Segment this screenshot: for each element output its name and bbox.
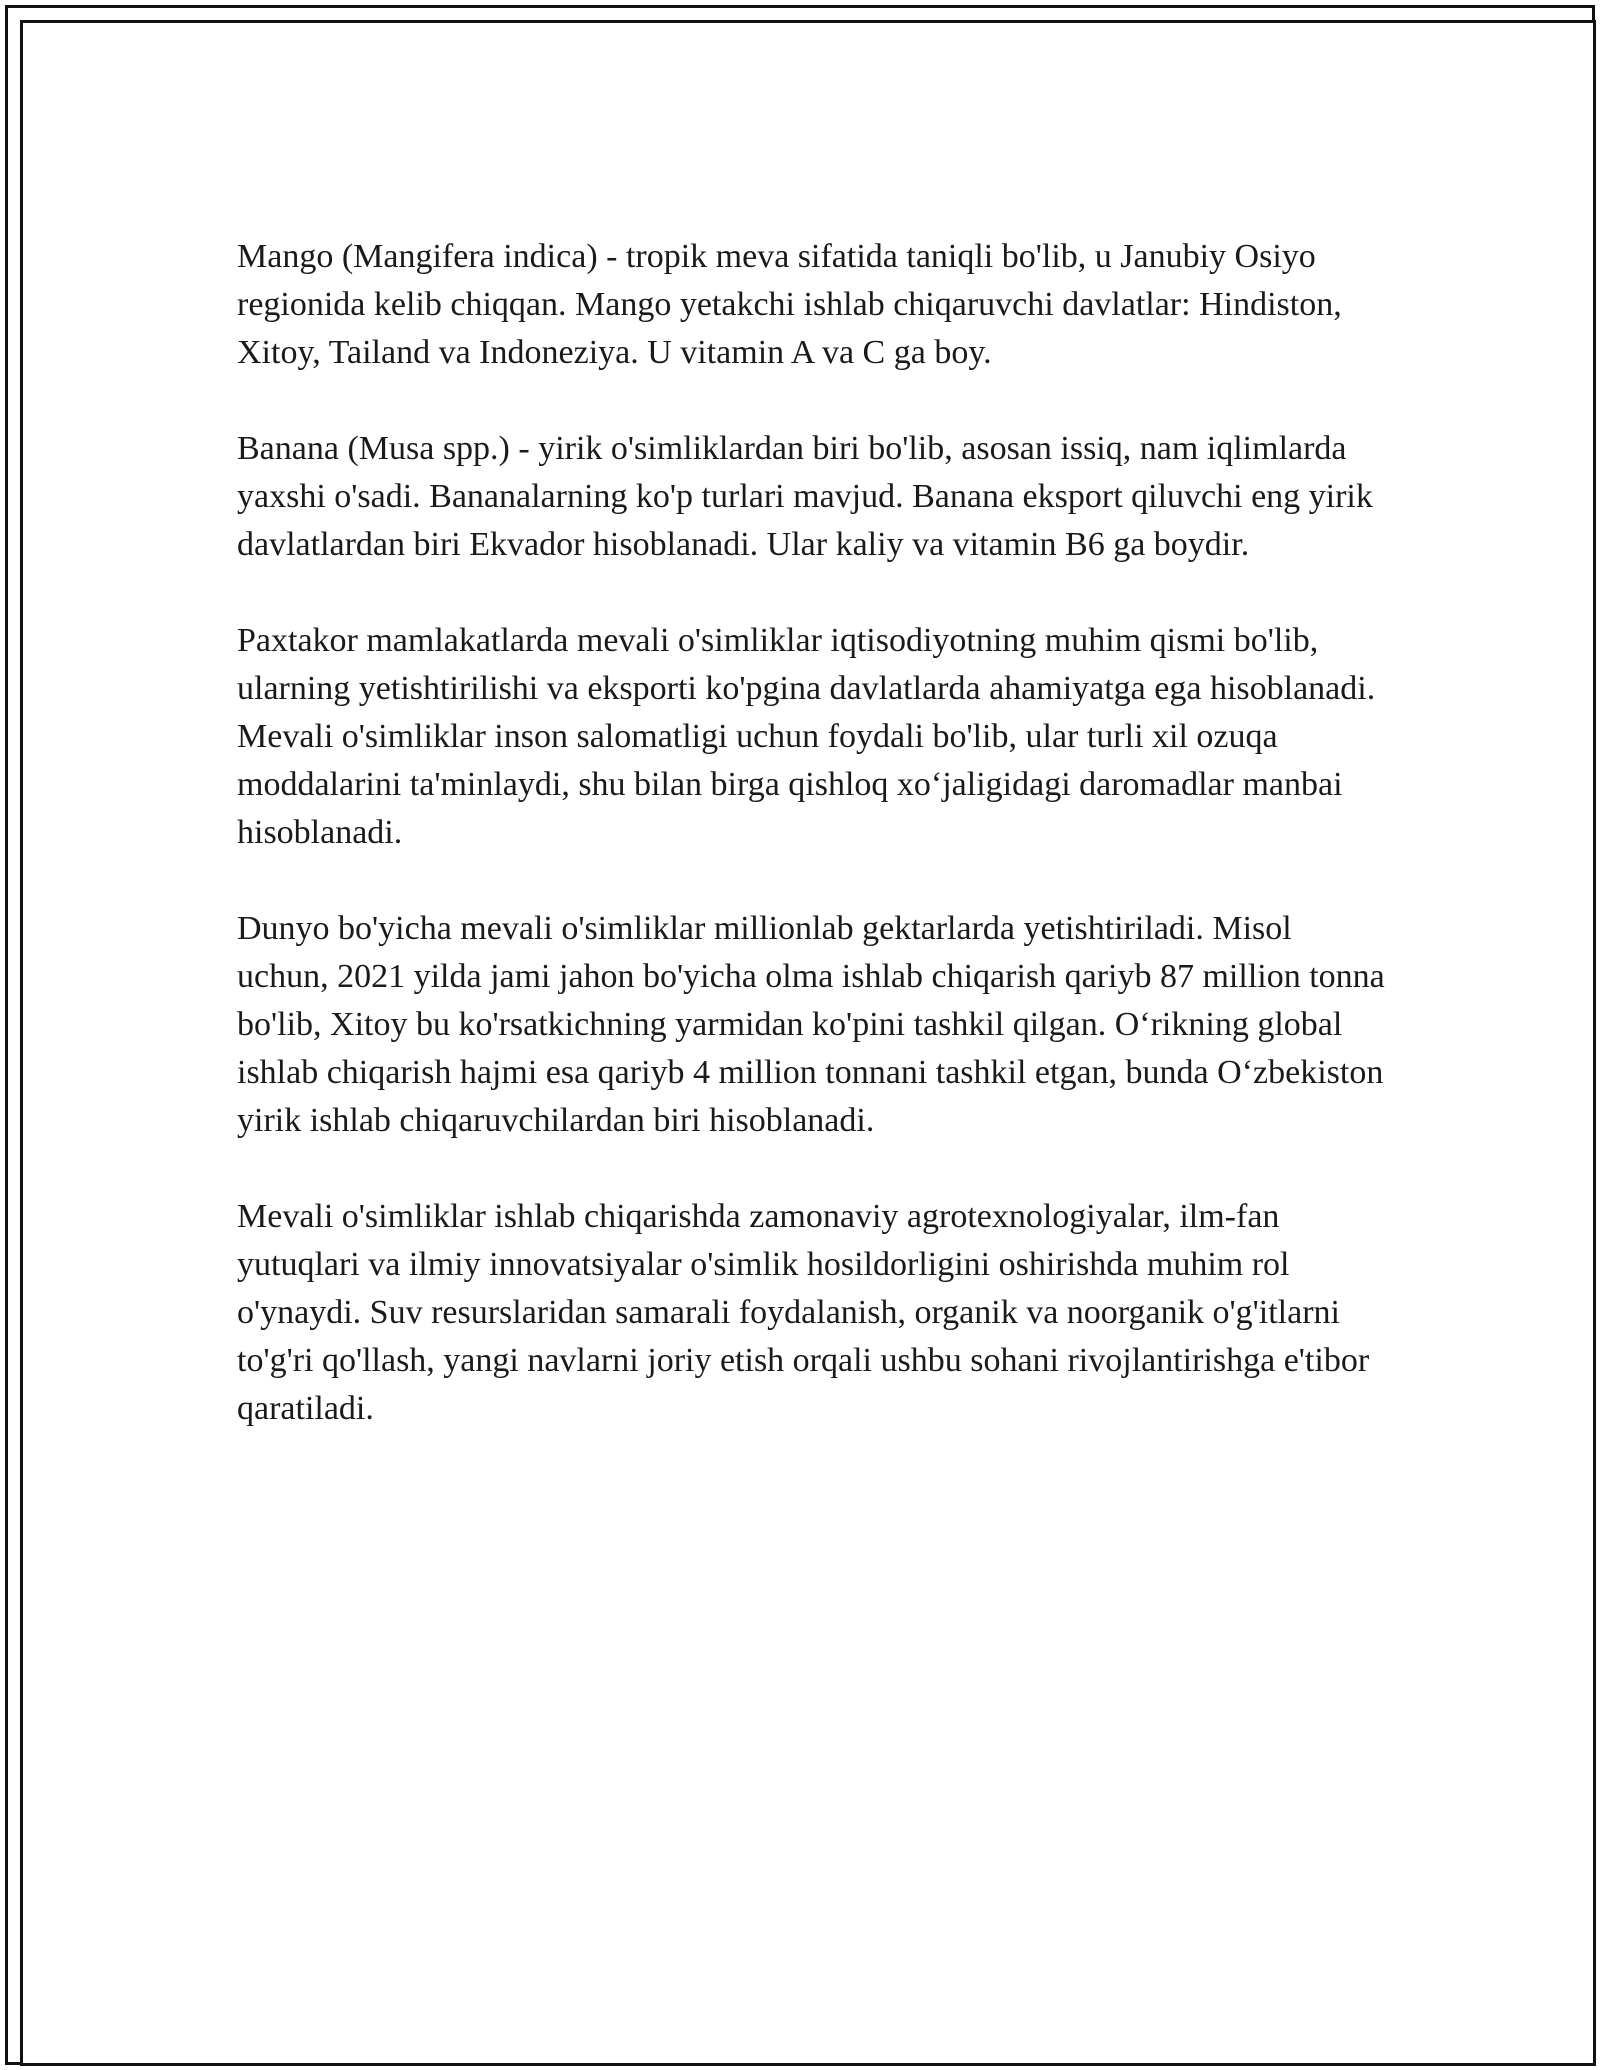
document-body <box>237 233 1387 1481</box>
paragraph-world-production: Dunyo bo'yicha mevali o'simliklar millionlab gektarlarda yetishtiriladi. Misol uchun, 2021 yilda jami jahon bo'yicha olma ishlab chiqarish qariyb 87 million tonna bo'lib, Xitoy bu ko'rsatkichning yarmidan ko'pini tashkil qilgan. O‘rikning global ishlab chiqarish hajmi esa qariyb 4 million tonnani tashkil etgan, bunda O‘zbekiston yirik ishlab chiqaruvchilardan biri hisoblanadi. <box>237 910 1385 1139</box>
paragraph-mango: Mango (Mangifera indica) - tropik meva sifatida taniqli bo'lib, u Janubiy Osiyo regionida kelib chiqqan. Mango yetakchi ishlab chiqaruvchi davlatlar: Hindiston, Xitoy, Tailand va Indoneziya. U vitamin A va C ga boy. <box>237 238 1342 371</box>
paragraph-agrotechnology: Mevali o'simliklar ishlab chiqarishda zamonaviy agrotexnologiyalar, ilm-fan yutuqlari va ilmiy innovatsiyalar o'simlik hosildorligini oshirishda muhim rol o'ynaydi. Suv resurslaridan samarali foydalanish, organik va noorganik o'g'itlarni to'g'ri qo'llash, yangi navlarni joriy etish orqali ushbu sohani rivojlantirishga e'tibor qaratiladi. <box>237 1198 1370 1427</box>
paragraph-banana: Banana (Musa spp.) - yirik o'simliklardan biri bo'lib, asosan issiq, nam iqlimlarda yaxshi o'sadi. Bananalarning ko'p turlari mavjud. Banana eksport qiluvchi eng yirik davlatlardan biri Ekvador hisoblanadi. Ular kaliy va vitamin B6 ga boydir. <box>237 430 1373 563</box>
paragraph-economy: Paxtakor mamlakatlarda mevali o'simliklar iqtisodiyotning muhim qismi bo'lib, ularning yetishtirilishi va eksporti ko'pgina davlatlarda ahamiyatga ega hisoblanadi. Mevali o'simliklar inson salomatligi uchun foydali bo'lib, ular turli xil ozuqa moddalarini ta'minlaydi, shu bilan birga qishloq xo‘jaligidagi daromadlar manbai hisoblanadi. <box>237 622 1376 851</box>
